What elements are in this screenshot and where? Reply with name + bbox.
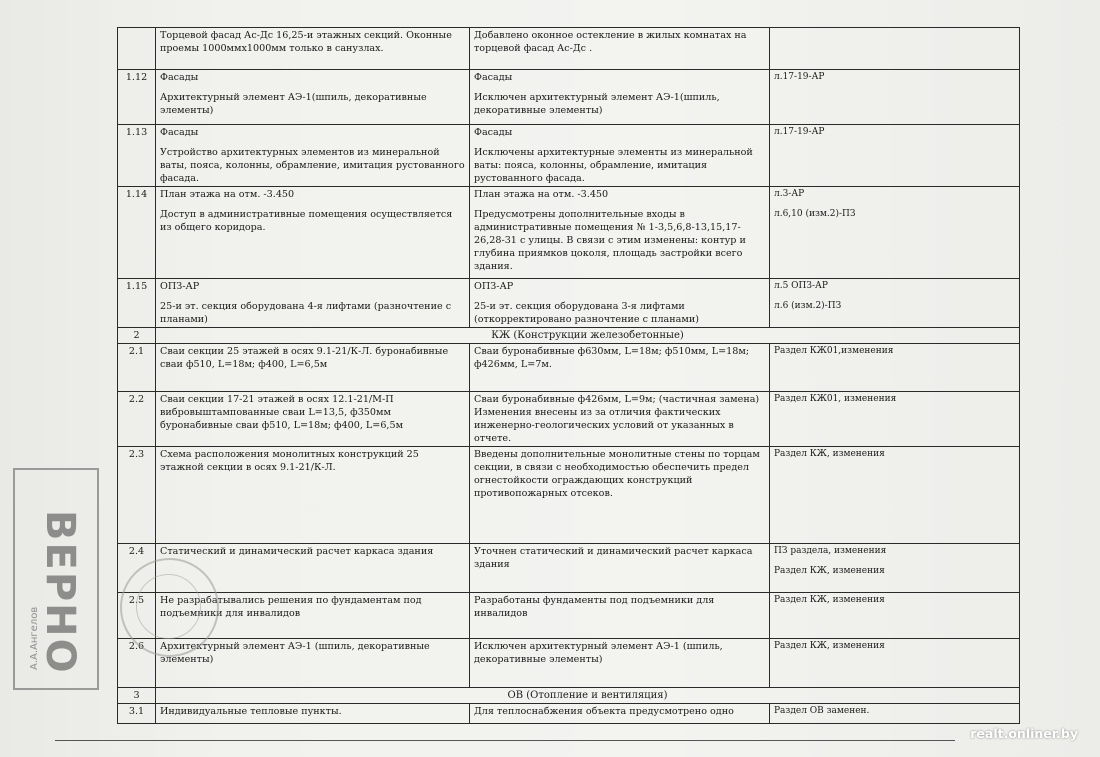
item-number: 1.12 [118,70,156,125]
paragraph-gap [160,84,465,91]
cell-before [156,344,470,392]
ref-text: л.5 ОПЗ-АР [774,281,828,291]
cell-after [470,704,770,724]
cell-after [470,593,770,639]
paragraph-gap [774,201,1015,208]
paragraph-gap [774,558,1015,565]
cell-after [470,125,770,187]
cell-ref [770,392,1020,447]
cell-ref [770,28,1020,70]
after-text: Фасады [474,72,513,83]
after-text: 25-и эт. секция оборудована 3-я лифтами (откорректировано разночтение с планами) [474,301,699,325]
cell-before [156,447,470,544]
after-text: Исключен архитектурный элемент АЭ-1(шпиль, декоративные элементы) [474,92,720,116]
ref-text: ПЗ раздела, изменения [774,546,887,556]
after-text: Добавлено оконное остекление в жилых комнатах на торцевой фасад Ас-Дс . [474,30,747,54]
before-text: Фасады [160,72,199,83]
after-text: Фасады [474,127,513,138]
item-number: 2.2 [118,392,156,447]
table-row [118,28,1020,70]
cell-after [470,28,770,70]
cell-ref [770,187,1020,279]
item-number: 2.1 [118,344,156,392]
section-title: КЖ (Конструкции железобетонные) [156,328,1020,344]
cell-ref [770,704,1020,724]
stamp-signature: А.А.Ангелов [29,606,40,670]
table-row [118,544,1020,593]
ref-text: л.6,10 (изм.2)-ПЗ [774,209,856,219]
cell-ref [770,593,1020,639]
changes-table [117,27,1020,724]
item-number: 3.1 [118,704,156,724]
section-number: 2 [118,328,156,344]
table-row [118,593,1020,639]
paragraph-gap [474,201,765,208]
before-text: Схема расположения монолитных конструкций 25 этажной секции в осях 9.1-21/К-Л. [160,449,419,473]
item-number: 2.5 [118,593,156,639]
paragraph-gap [160,139,465,146]
cell-after [470,187,770,279]
cell-before [156,187,470,279]
before-text: 25-и эт. секция оборудована 4-я лифтами (разночтение с планами) [160,301,452,325]
paragraph-gap [474,84,765,91]
cell-ref [770,279,1020,328]
ref-text: Раздел КЖ01,изменения [774,346,894,356]
cell-before [156,392,470,447]
after-text: Предусмотрены дополнительные входы в административные помещения № 1-3,5,6,8-13,15,17-26,28-31 с улицы. В связи с этим изменены: контур и глубина приямков цоколя, площадь застройки всего здания. [474,209,746,272]
before-text: Торцевой фасад Ас-Дс 16,25-и этажных секций. Оконные проемы 1000ммх1000мм только в санузлах. [160,30,452,54]
before-text: Индивидуальные тепловые пункты. [160,706,342,717]
section-title: ОВ (Отопление и вентиляция) [156,688,1020,704]
verified-stamp [13,468,99,690]
paragraph-gap [474,293,765,300]
paragraph-gap [160,293,465,300]
cell-ref [770,125,1020,187]
cell-before [156,279,470,328]
paragraph-gap [474,139,765,146]
before-text: Архитектурный элемент АЭ-1(шпиль, декоративные элементы) [160,92,427,116]
table-row [118,279,1020,328]
table-row [118,344,1020,392]
before-text: Фасады [160,127,199,138]
after-text: План этажа на отм. -3.450 [474,189,609,200]
watermark: realt.onliner.by [970,726,1078,741]
ref-text: Раздел ОВ заменен. [774,706,870,716]
page-bottom-line [55,740,955,741]
item-number: 1.14 [118,187,156,279]
cell-ref [770,70,1020,125]
item-number: 2.3 [118,447,156,544]
table-row [118,392,1020,447]
after-text: Уточнен статический и динамический расчет каркаса здания [474,546,753,570]
after-text: Для теплоснабжения объекта предусмотрено одно [474,706,734,717]
before-text: Не разрабатывались решения по фундаментам под подъемники для инвалидов [160,595,422,619]
table-row [118,704,1020,724]
ref-text: Раздел КЖ, изменения [774,449,885,459]
item-number [118,28,156,70]
cell-before [156,704,470,724]
ref-text: л.6 (изм.2)-ПЗ [774,301,842,311]
cell-after [470,70,770,125]
before-text: Устройство архитектурных элементов из минеральной ваты, пояса, колонны, обрамление, имитация рустованного фасада. [160,147,465,184]
cell-after [470,639,770,688]
section-row [118,328,1020,344]
after-text: Исключены архитектурные элементы из минеральной ваты: пояса, колонны, обрамление, имитация рустованного фасада. [474,147,753,184]
cell-before [156,70,470,125]
before-text: План этажа на отм. -3.450 [160,189,295,200]
after-text: Сваи буронабивные ф630мм, L=18м; ф510мм, L=18м; ф426мм, L=7м. [474,346,750,370]
cell-after [470,279,770,328]
paragraph-gap [160,201,465,208]
item-number: 2.4 [118,544,156,593]
cell-after [470,447,770,544]
ref-text: л.17-19-АР [774,72,825,82]
before-text: Статический и динамический расчет каркаса здания [160,546,434,557]
table-row [118,187,1020,279]
before-text: Сваи секции 25 этажей в осях 9.1-21/К-Л. буронабивные сваи ф510, L=18м; ф400, L=6,5м [160,346,449,370]
ref-text: Раздел КЖ01, изменения [774,394,897,404]
cell-ref [770,447,1020,544]
before-text: ОПЗ-АР [160,281,200,292]
section-number: 3 [118,688,156,704]
ref-text: Раздел КЖ, изменения [774,566,885,576]
before-text: Сваи секции 17-21 этажей в осях 12.1-21/М-П вибровыштампованные сваи L=13,5, ф350мм буронабивные сваи ф510, L=18м; ф400, L=6,5м [160,394,404,431]
cell-after [470,344,770,392]
item-number: 1.13 [118,125,156,187]
cell-ref [770,344,1020,392]
table-row [118,447,1020,544]
after-text: Разработаны фундаменты под подъемники для инвалидов [474,595,715,619]
ref-text: л.3-АР [774,189,805,199]
after-text: ОПЗ-АР [474,281,514,292]
ref-text: Раздел КЖ, изменения [774,595,885,605]
table-row [118,125,1020,187]
ref-text: Раздел КЖ, изменения [774,641,885,651]
section-row [118,688,1020,704]
after-text: Введены дополнительные монолитные стены по торцам секции, в связи с необходимостью обеспечить предел огнестойкости ограждающих конструкций противопожарных отсеков. [474,449,760,499]
cell-ref [770,544,1020,593]
ref-text: л.17-19-АР [774,127,825,137]
round-seal [120,558,219,657]
cell-after [470,392,770,447]
paragraph-gap [774,293,1015,300]
before-text: Доступ в административные помещения осуществляется из общего коридора. [160,209,453,233]
cell-before [156,639,470,688]
item-number: 2.6 [118,639,156,688]
after-text: Исключен архитектурный элемент АЭ-1 (шпиль, декоративные элементы) [474,641,723,665]
after-text: Сваи буронабивные ф426мм, L=9м; (частичная замена) Изменения внесены из за отличия фактических инженерно-геологических условий от указанных в отчете. [474,394,760,444]
table-row [118,639,1020,688]
stamp-text: ВЕРНО [37,510,83,675]
table-row [118,70,1020,125]
cell-before [156,125,470,187]
cell-before [156,28,470,70]
item-number: 1.15 [118,279,156,328]
before-text: Архитектурный элемент АЭ-1 (шпиль, декоративные элементы) [160,641,430,665]
cell-after [470,544,770,593]
cell-ref [770,639,1020,688]
